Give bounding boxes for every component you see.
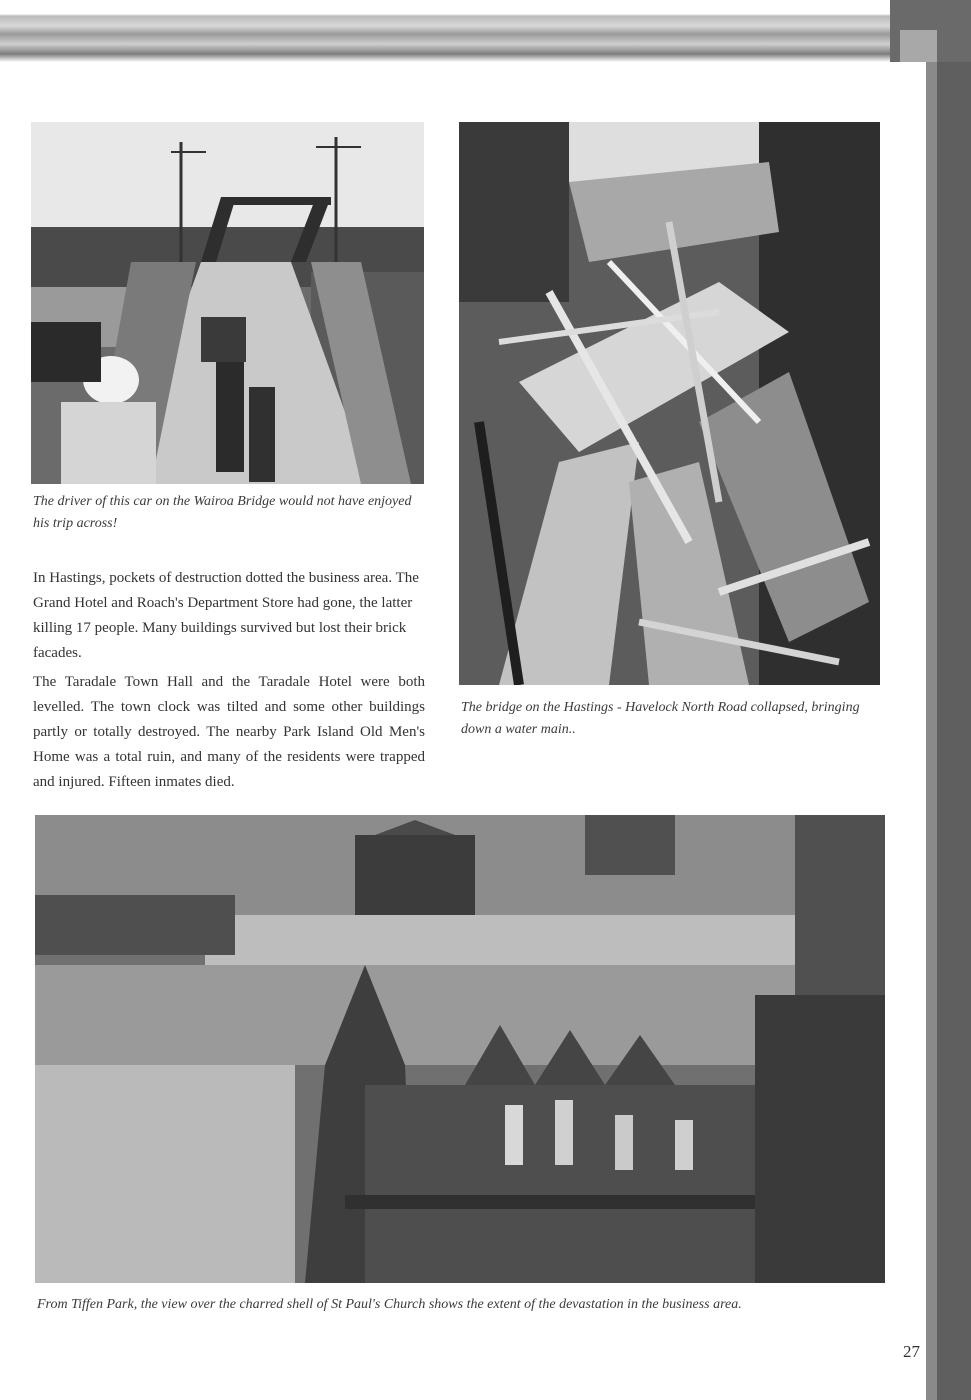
page-frame-right-inner — [926, 62, 937, 1400]
caption-wairoa-bridge: The driver of this car on the Wairoa Bridge would not have enjoyed his trip across! — [33, 494, 412, 531]
page-frame-right — [937, 62, 971, 1400]
article-body — [33, 566, 425, 799]
photo-collapsed-bridge — [459, 122, 880, 685]
page-frame-step — [900, 30, 937, 62]
page-frame-top — [0, 0, 971, 62]
caption-collapsed-bridge: The bridge on the Hastings - Havelock North Road collapsed, bringing down a water main.. — [461, 700, 860, 737]
page-number: 27 — [903, 1342, 920, 1361]
paragraph-hastings: In Hastings, pockets of destruction dotted the business area. The Grand Hotel and Roach's Department Store had gone, the latter killing 17 people. Many buildings survived but lost their brick facades. — [33, 570, 419, 661]
photo-wairoa-bridge — [31, 122, 424, 484]
paragraph-taradale: The Taradale Town Hall and the Taradale Hotel were both levelled. The town clock was tilted and some other buildings partly or totally destroyed. The nearby Park Island Old Men's Home was a total ruin, and many of the residents were trapped and injured. Fifteen inmates died. — [33, 674, 425, 790]
photo-st-pauls-church — [35, 815, 885, 1283]
caption-st-pauls-church: From Tiffen Park, the view over the charred shell of St Paul's Church shows the extent of the devastation in the business area. — [37, 1297, 742, 1312]
